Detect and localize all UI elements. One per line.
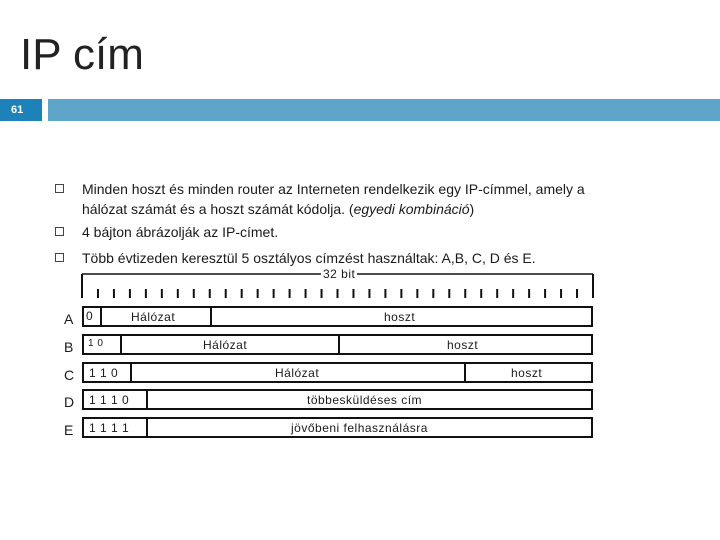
class-a-network: Hálózat xyxy=(131,310,176,324)
class-b-network: Hálózat xyxy=(203,338,248,352)
class-c-network: Hálózat xyxy=(275,366,320,380)
class-c-prefix: 1 1 0 xyxy=(89,366,119,380)
class-b-prefix: 1 0 xyxy=(88,338,104,349)
class-a-prefix: 0 xyxy=(86,309,94,323)
bullet-text: 4 bájton ábrázolják az IP-címet. xyxy=(82,224,279,240)
class-e-rest: jövőbeni felhasználásra xyxy=(291,421,428,435)
class-a-host: hoszt xyxy=(384,310,416,324)
class-d-label: D xyxy=(64,394,75,410)
bullet-text-part: hálózat számát és a hoszt számát kódolja. ( xyxy=(82,201,354,217)
slide-number-badge: 61 xyxy=(0,99,42,121)
class-c-host: hoszt xyxy=(511,366,543,380)
bit-width-label: 32 bit xyxy=(323,267,356,281)
class-d-rest: többesküldéses cím xyxy=(307,393,423,407)
class-d-prefix: 1 1 1 0 xyxy=(89,393,130,407)
bullet-text-end: ) xyxy=(469,201,475,217)
slide-title: IP cím xyxy=(20,30,144,79)
bullet-text-italic: egyedi kombináció xyxy=(353,201,470,217)
bullet-text: Minden hoszt és minden router az Interneten rendelkezik egy IP-címmel, amely a xyxy=(82,181,585,197)
class-e-prefix: 1 1 1 1 xyxy=(89,421,130,435)
class-a-label: A xyxy=(64,311,74,327)
class-b-host: hoszt xyxy=(447,338,479,352)
class-b-label: B xyxy=(64,339,74,355)
bullet-text: Több évtizeden keresztül 5 osztályos címzést használtak: A,B, C, D és E. xyxy=(82,250,536,266)
class-e-label: E xyxy=(64,422,74,438)
class-c-label: C xyxy=(64,367,75,383)
